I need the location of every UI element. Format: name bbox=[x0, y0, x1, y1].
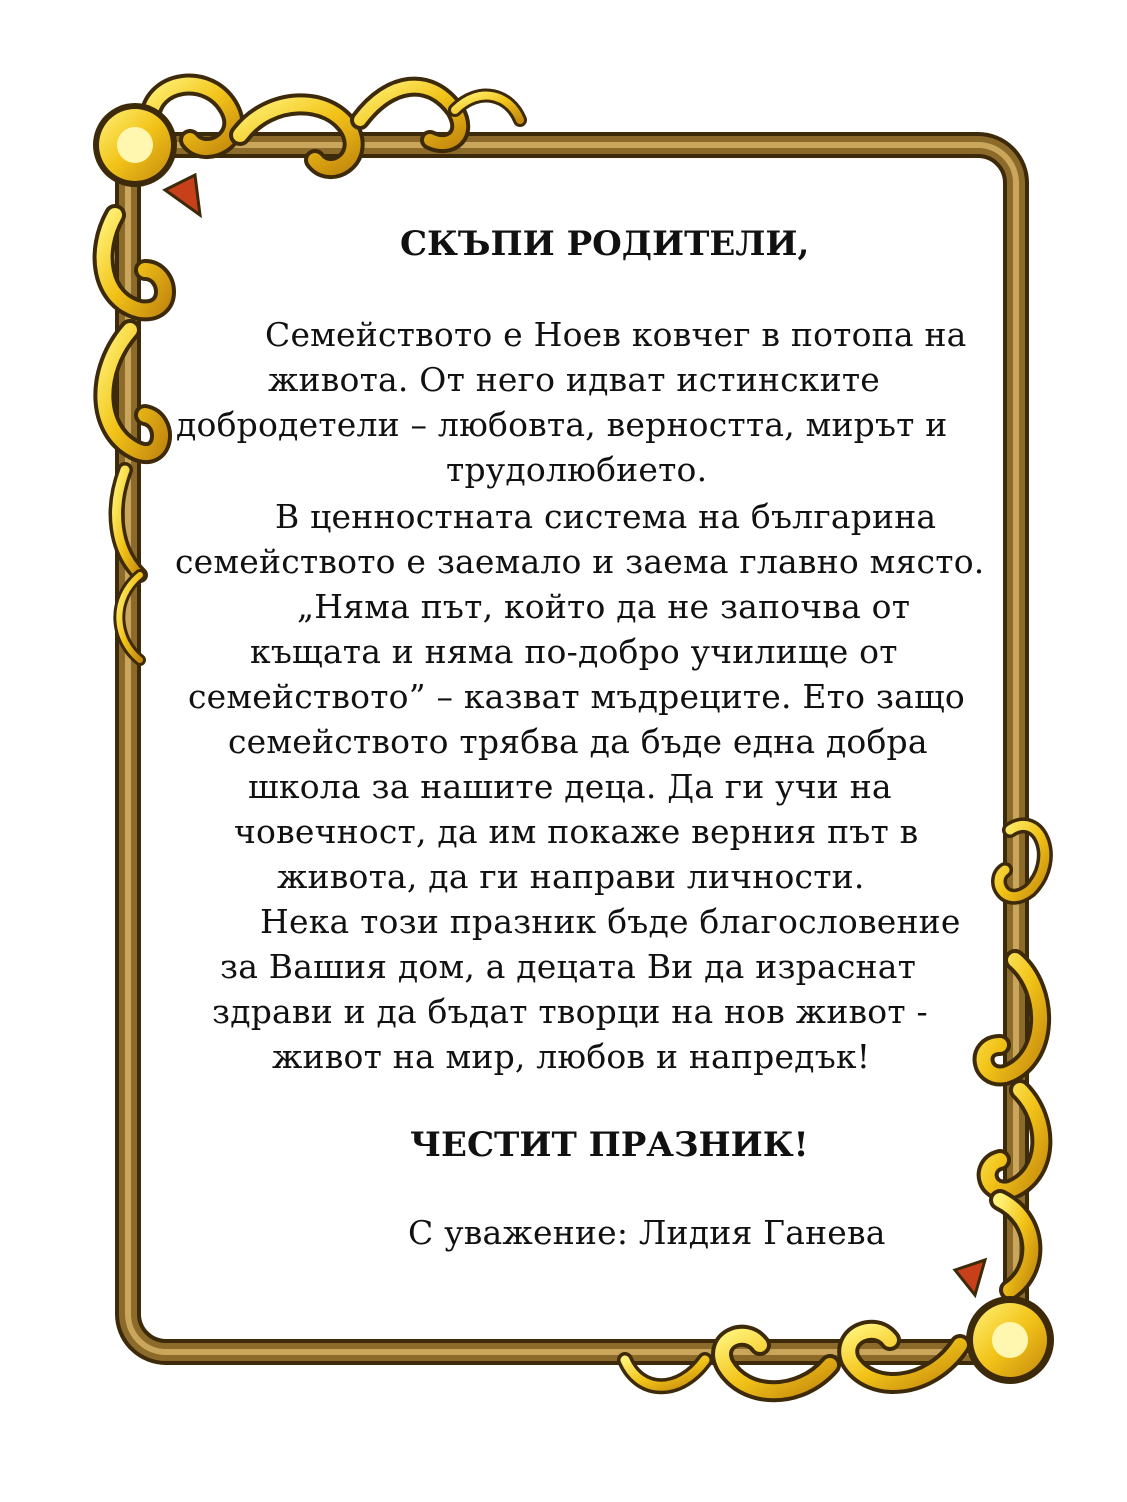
letter-line: добродетели – любовта, верността, мирът и bbox=[176, 405, 948, 444]
letter-line: човечност, да им покаже верния път в bbox=[234, 812, 919, 851]
signature: С уважение: Лидия Ганева bbox=[408, 1213, 886, 1252]
letter-line: семейството” – казват мъдреците. Ето защо bbox=[188, 677, 965, 716]
letter-line: къщата и няма по-добро училище от bbox=[250, 632, 898, 671]
greeting-heading: СКЪПИ РОДИТЕЛИ, bbox=[400, 224, 810, 264]
letter-line: живота. От него идват истинските bbox=[268, 360, 881, 399]
letter-line: семейството е заемало и заема главно място. bbox=[175, 542, 985, 581]
letter-line: В ценностната система на българина bbox=[275, 497, 937, 536]
closing-heading: ЧЕСТИТ ПРАЗНИК! bbox=[410, 1125, 809, 1165]
letter-line: школа за нашите деца. Да ги учи на bbox=[248, 767, 892, 806]
letter-line: живота, да ги направи личности. bbox=[277, 857, 865, 896]
letter-line: „Няма път, който да не започва от bbox=[297, 587, 911, 626]
letter-line: Нека този празник бъде благословение bbox=[260, 902, 961, 941]
letter-line: семейството трябва да бъде една добра bbox=[228, 722, 928, 761]
letter-line: здрави и да бъдат творци на нов живот - bbox=[212, 992, 928, 1031]
letter-line: Семейството е Ноев ковчег в потопа на bbox=[265, 315, 967, 354]
letter-line: за Вашия дом, а децата Ви да израснат bbox=[220, 947, 917, 986]
letter-line: живот на мир, любов и напредък! bbox=[272, 1037, 871, 1076]
letter-line: трудолюбието. bbox=[446, 450, 708, 489]
